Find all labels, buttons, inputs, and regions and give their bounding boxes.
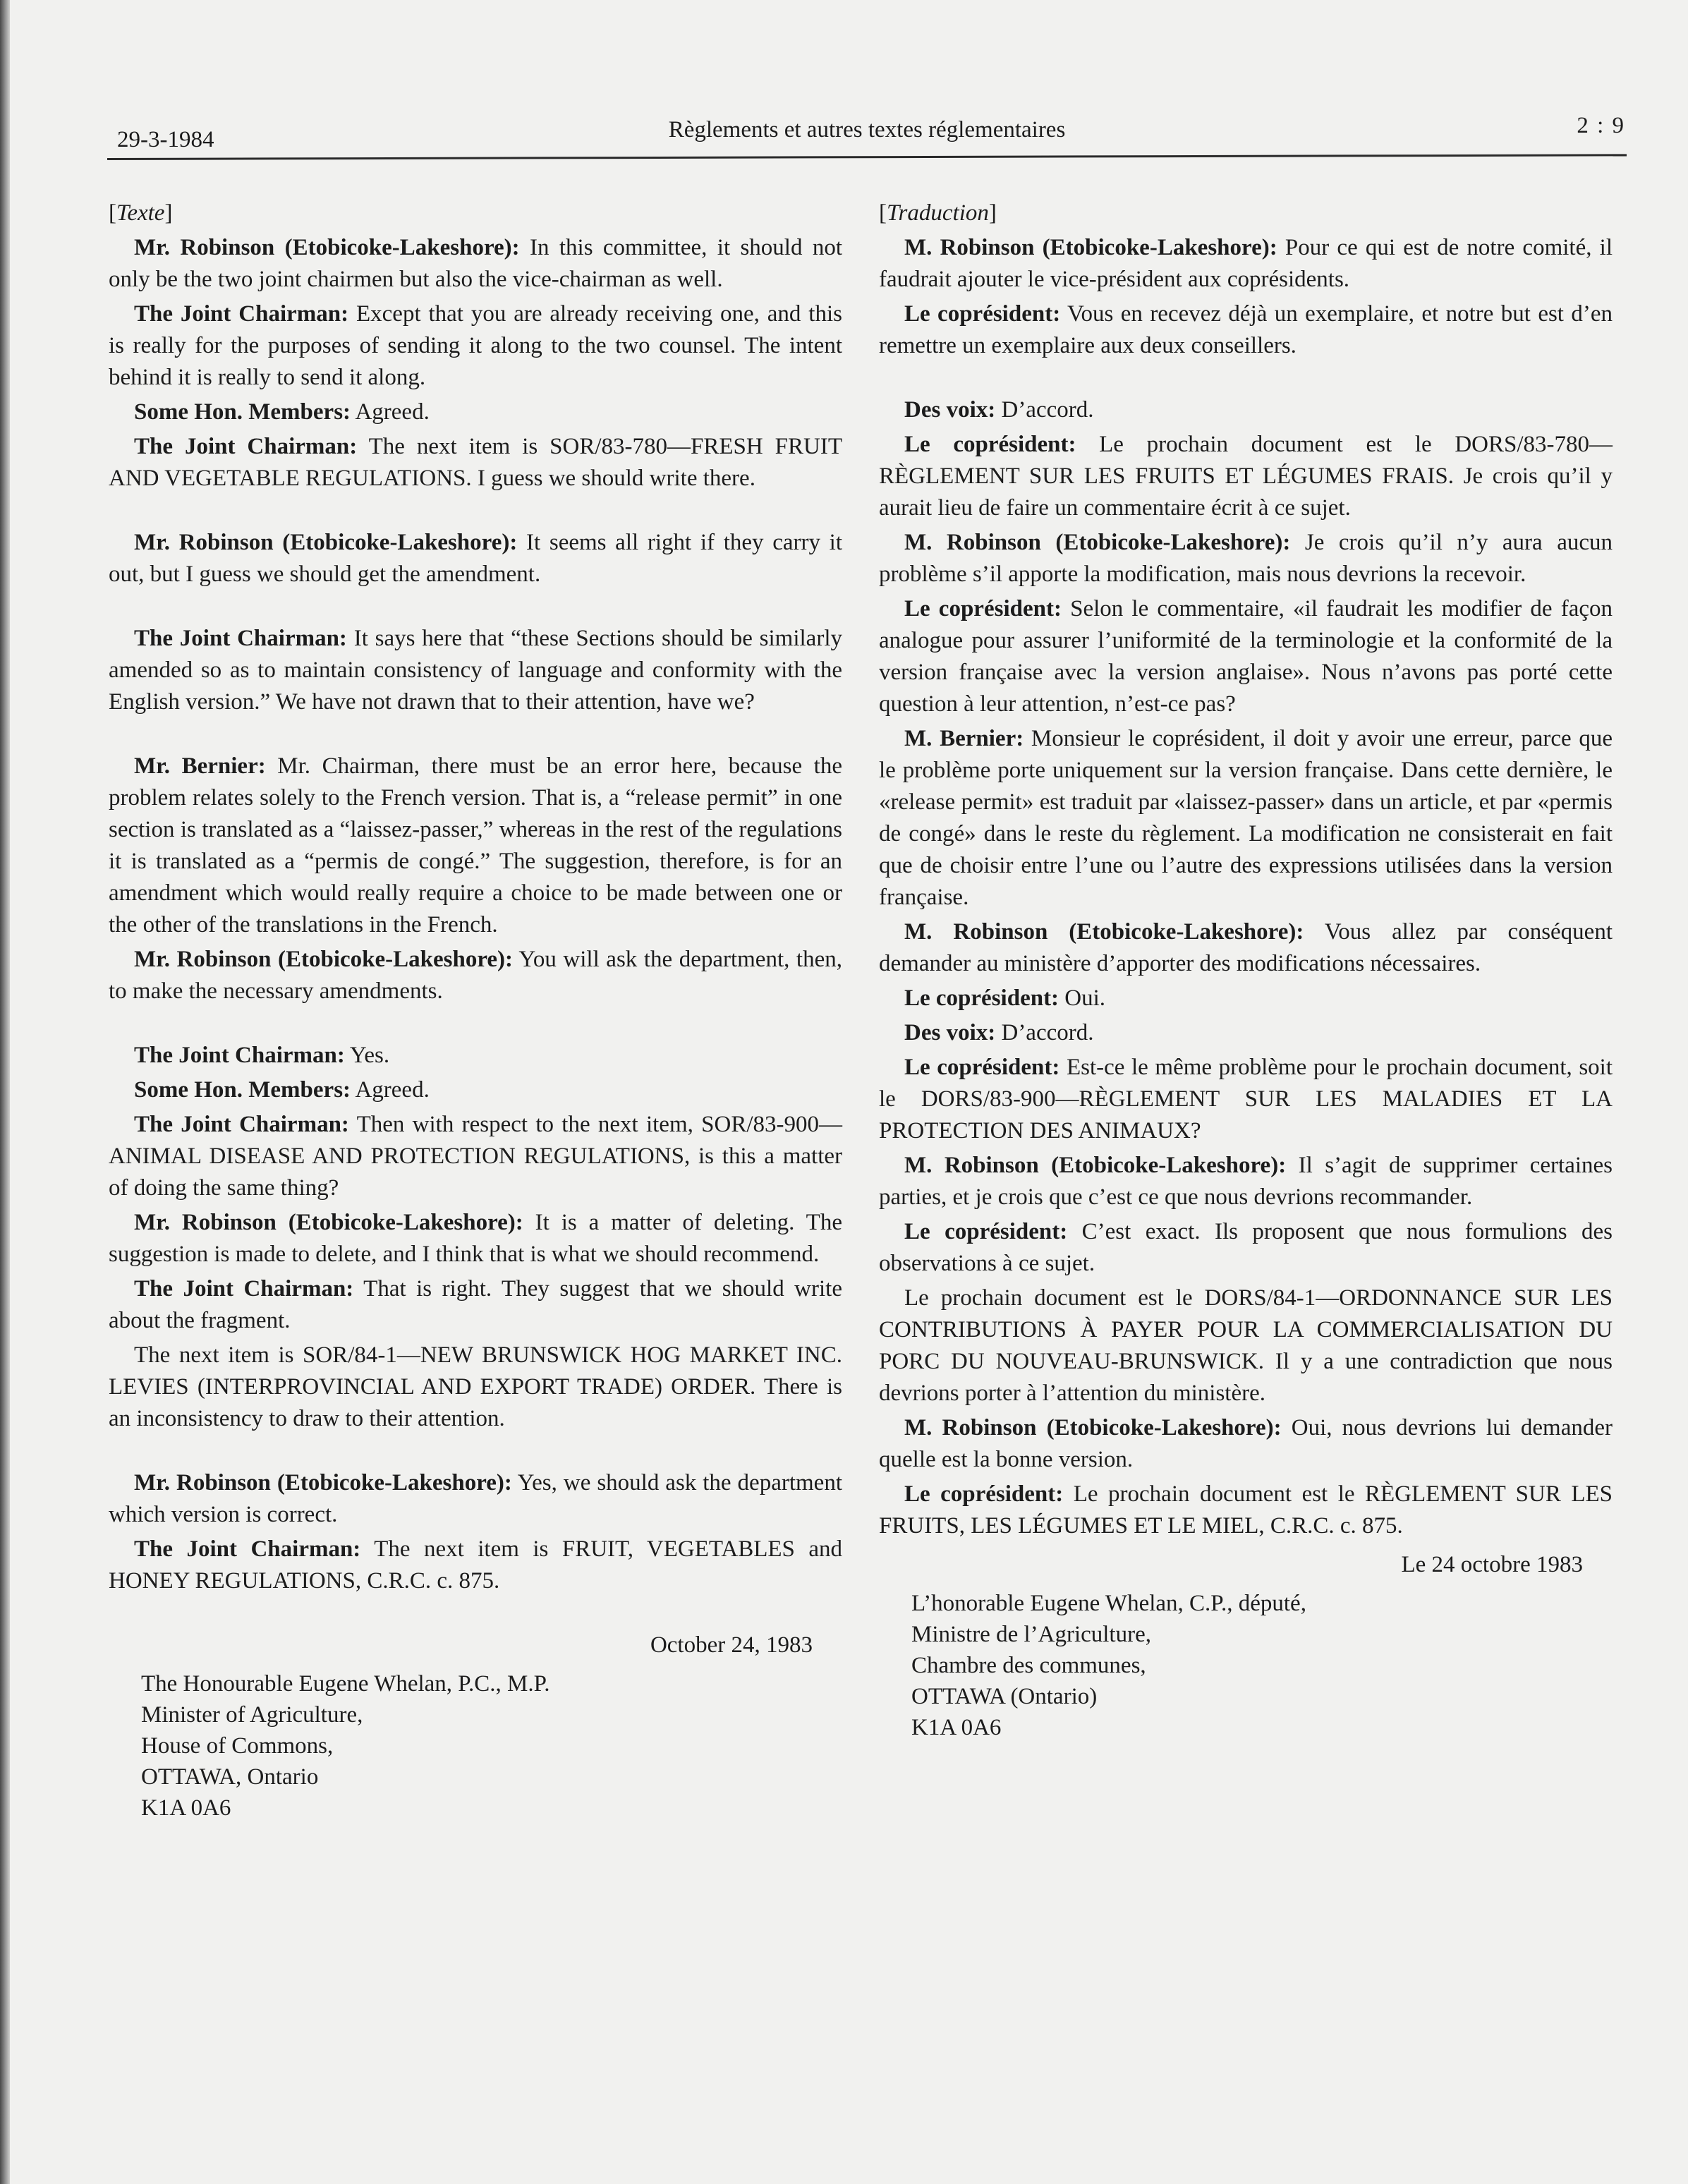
address-line: House of Commons,: [141, 1733, 334, 1759]
paragraph: [879, 1150, 1613, 1213]
paragraph: [109, 1467, 842, 1531]
address-line: Chambre des communes,: [911, 1653, 1146, 1678]
paragraph: [879, 1216, 1613, 1280]
page-header: [107, 113, 1627, 155]
paragraph: [109, 1207, 842, 1270]
paragraph: [109, 1109, 842, 1204]
english-column: [109, 198, 842, 1824]
paragraph: [109, 298, 842, 394]
paragraph: [879, 723, 1613, 914]
speaker: M. Robinson (Etobicoke-Lakeshore):: [904, 919, 1304, 945]
section-tag: [Texte]: [109, 200, 173, 226]
paragraph: [879, 983, 1613, 1014]
speech: You will ask the department, then, to make the necessary amendments.: [109, 947, 842, 1004]
paragraph: [879, 1479, 1613, 1542]
speaker: Mr. Robinson (Etobicoke-Lakeshore):: [134, 1470, 512, 1496]
paragraph: [109, 396, 842, 428]
speech: In this committee, it should not only be the two joint chairmen but also the vice-chairman as well.: [109, 235, 842, 292]
speech: Agreed.: [351, 399, 430, 425]
speech: Monsieur le coprésident, il doit y avoir une erreur, parce que le problème porte uniquement sur la version française. Dans cette dernière, le «release permit» est traduit par «laissez-passer» dans un article, et par «permis de congé» dans le reste du règlement. La modification ne consisterait en fait que de choisir entre l’une ou l’autre des expressions utilisées dans la version française.: [879, 726, 1613, 910]
speaker: The Joint Chairman:: [134, 626, 347, 651]
section-tag-label: Texte: [116, 200, 165, 226]
speaker: M. Robinson (Etobicoke-Lakeshore):: [904, 530, 1291, 555]
paragraph: [879, 593, 1613, 720]
speech: Le prochain document est le DORS/83-780—RÈGLEMENT SUR LES FRUITS ET LÉGUMES FRAIS. Je crois qu’il y aurait lieu de faire un commentaire écrit à ce sujet.: [879, 432, 1613, 521]
paragraph: [109, 944, 842, 1007]
paragraph: [879, 916, 1613, 980]
speech: Agreed.: [351, 1077, 430, 1103]
speaker: M. Robinson (Etobicoke-Lakeshore):: [904, 1153, 1287, 1178]
paragraph: [879, 1052, 1613, 1147]
speech: Vous allez par conséquent demander au ministère d’apporter des modifications nécessaires.: [879, 919, 1613, 976]
speaker: Mr. Robinson (Etobicoke-Lakeshore):: [134, 1210, 523, 1235]
speech: It seems all right if they carry it out, but I guess we should get the amendment.: [109, 530, 843, 587]
paragraph: [879, 1282, 1613, 1409]
speaker: Mr. Robinson (Etobicoke-Lakeshore):: [134, 530, 518, 555]
speech: That is right. They suggest that we should write about the fragment.: [109, 1276, 842, 1333]
speaker: Le coprésident:: [904, 1219, 1068, 1244]
address-line: The Honourable Eugene Whelan, P.C., M.P.: [141, 1671, 550, 1697]
speaker: The Joint Chairman:: [134, 434, 358, 459]
section-tag: [Traduction]: [879, 200, 997, 226]
paragraph: [879, 232, 1613, 296]
speech: Oui, nous devrions lui demander quelle est la bonne version.: [879, 1415, 1613, 1472]
speech: C’est exact. Ils proposent que nous formulions des observations à ce sujet.: [879, 1219, 1613, 1276]
speech: Oui.: [1059, 985, 1106, 1011]
letter-address: [879, 1588, 1613, 1743]
address-line: L’honorable Eugene Whelan, C.P., député,: [911, 1591, 1306, 1616]
speaker: Le coprésident:: [904, 1055, 1060, 1080]
paragraph: [879, 394, 1613, 426]
speech: Yes.: [344, 1043, 390, 1068]
speaker: The Joint Chairman:: [134, 1276, 354, 1302]
paragraph: [109, 1273, 842, 1337]
speaker: Mr. Robinson (Etobicoke-Lakeshore):: [134, 235, 520, 260]
speaker: The Joint Chairman:: [134, 301, 349, 327]
speech: Then with respect to the next item, SOR/83-900—ANIMAL DISEASE AND PROTECTION REGULATIONS, is this a matter of doing the same thing?: [109, 1112, 842, 1201]
speech: Yes, we should ask the department which version is correct.: [109, 1470, 842, 1527]
speech: D’accord.: [995, 1020, 1094, 1045]
address-line: K1A 0A6: [911, 1715, 1002, 1740]
paragraph: [109, 751, 842, 941]
speech: Le prochain document est le RÈGLEMENT SUR LES FRUITS, LES LÉGUMES ET LE MIEL, C.R.C. c. 875.: [879, 1481, 1613, 1539]
speaker: Le coprésident:: [904, 596, 1062, 621]
letter-date: Le 24 octobre 1983: [1401, 1552, 1583, 1577]
speech: D’accord.: [995, 397, 1094, 423]
paragraph: [109, 527, 842, 590]
speech: Mr. Chairman, there must be an error here, because the problem relates solely to the French version. That is, a “release permit” in one section is translated as a “laissez-passer,” whereas in the rest of the regulations it is translated as a “permis de congé.” The suggestion, therefore, is for an amendment which would really require a choice to be made between one or the other of the translations in the French.: [109, 753, 843, 938]
speech: The next item is SOR/83-780—FRESH FRUIT AND VEGETABLE REGULATIONS. I guess we should write there.: [109, 434, 842, 491]
speaker: Des voix:: [904, 397, 996, 423]
speech: Selon le commentaire, «il faudrait les modifier de façon analogue pour assurer l’uniformité de la terminologie et la conformité de la version française avec la version anglaise». Nous n’avons pas porté cette question à leur attention, n’est-ce pas?: [879, 596, 1613, 717]
paragraph: [109, 623, 842, 718]
paragraph: [879, 298, 1613, 362]
speaker: Some Hon. Members:: [134, 1077, 351, 1103]
speaker: Le coprésident:: [904, 432, 1076, 457]
speech: It says here that “these Sections should be similarly amended so as to maintain consistency of language and conformity with the English version.” We have not drawn that to their attention, have we?: [109, 626, 842, 715]
speech: The next item is FRUIT, VEGETABLES and HONEY REGULATIONS, C.R.C. c. 875.: [109, 1536, 843, 1594]
speaker: Le coprésident:: [904, 1481, 1064, 1507]
speaker: Des voix:: [904, 1020, 996, 1045]
speech: The next item is SOR/84-1—NEW BRUNSWICK HOG MARKET INC. LEVIES (INTERPROVINCIAL AND EXPORT TRADE) ORDER. There is an inconsistency to draw to their attention.: [109, 1342, 842, 1431]
speaker: Mr. Bernier:: [134, 753, 266, 779]
speaker: M. Robinson (Etobicoke-Lakeshore):: [904, 1415, 1282, 1440]
paragraph: [879, 1412, 1613, 1476]
paragraph: [109, 1340, 842, 1435]
document-page: [10, 0, 1688, 2184]
paragraph: [879, 527, 1613, 590]
speech: Except that you are already receiving one, and this is really for the purposes of sending it along to the two counsel. The intent behind it is really to send it along.: [109, 301, 842, 390]
letter-address: [109, 1668, 842, 1824]
speaker: Mr. Robinson (Etobicoke-Lakeshore):: [134, 947, 514, 972]
speech: Il s’agit de supprimer certaines parties, et je crois que c’est ce que nous devrions recommander.: [879, 1153, 1613, 1210]
address-line: Ministre de l’Agriculture,: [911, 1622, 1151, 1647]
paragraph: [879, 429, 1613, 524]
speaker: The Joint Chairman:: [134, 1536, 361, 1562]
header-date: 29-3-1984: [117, 127, 214, 152]
speaker: The Joint Chairman:: [134, 1043, 345, 1068]
section-tag-label: Traduction: [887, 200, 989, 226]
address-line: OTTAWA (Ontario): [911, 1684, 1098, 1709]
speech: It is a matter of deleting. The suggestion is made to delete, and I think that is what we should recommend.: [109, 1210, 842, 1267]
paragraph: [109, 1534, 842, 1597]
header-page-number: 2 : 9: [1577, 113, 1625, 138]
paragraph: [109, 1074, 842, 1106]
french-column: [879, 198, 1613, 1743]
paragraph: [109, 431, 842, 495]
speech: Le prochain document est le DORS/84-1—ORDONNANCE SUR LES CONTRIBUTIONS À PAYER POUR LA COMMERCIALISATION DU PORC DU NOUVEAU-BRUNSWICK. Il y a une contradiction que nous devrions porter à l’attention du ministère.: [879, 1285, 1613, 1406]
speaker: M. Robinson (Etobicoke-Lakeshore):: [904, 235, 1277, 260]
address-line: Minister of Agriculture,: [141, 1702, 363, 1728]
speaker: Le coprésident:: [904, 985, 1059, 1011]
speech: Je crois qu’il n’y aura aucun problème s’il apporte la modification, mais nous devrions la recevoir.: [879, 530, 1613, 587]
paragraph: [109, 232, 842, 296]
address-line: K1A 0A6: [141, 1795, 231, 1821]
paragraph: [879, 1017, 1613, 1049]
speech: Est-ce le même problème pour le prochain document, soit le DORS/83-900—RÈGLEMENT SUR LES MALADIES ET LA PROTECTION DES ANIMAUX?: [879, 1055, 1613, 1143]
speaker: Le coprésident:: [904, 301, 1061, 327]
speech: Vous en recevez déjà un exemplaire, et notre but est d’en remettre un exemplaire aux deux conseillers.: [879, 301, 1613, 358]
speaker: Some Hon. Members:: [134, 399, 351, 425]
speech: Pour ce qui est de notre comité, il faudrait ajouter le vice-président aux coprésidents.: [879, 235, 1613, 292]
address-line: OTTAWA, Ontario: [141, 1764, 319, 1790]
speaker: M. Bernier:: [904, 726, 1024, 751]
header-title: Règlements et autres textes réglementaires: [668, 117, 1066, 142]
page-spine-shadow: [0, 0, 10, 2184]
speaker: The Joint Chairman:: [134, 1112, 349, 1137]
paragraph: [109, 1040, 842, 1072]
letter-date: October 24, 1983: [650, 1632, 813, 1658]
